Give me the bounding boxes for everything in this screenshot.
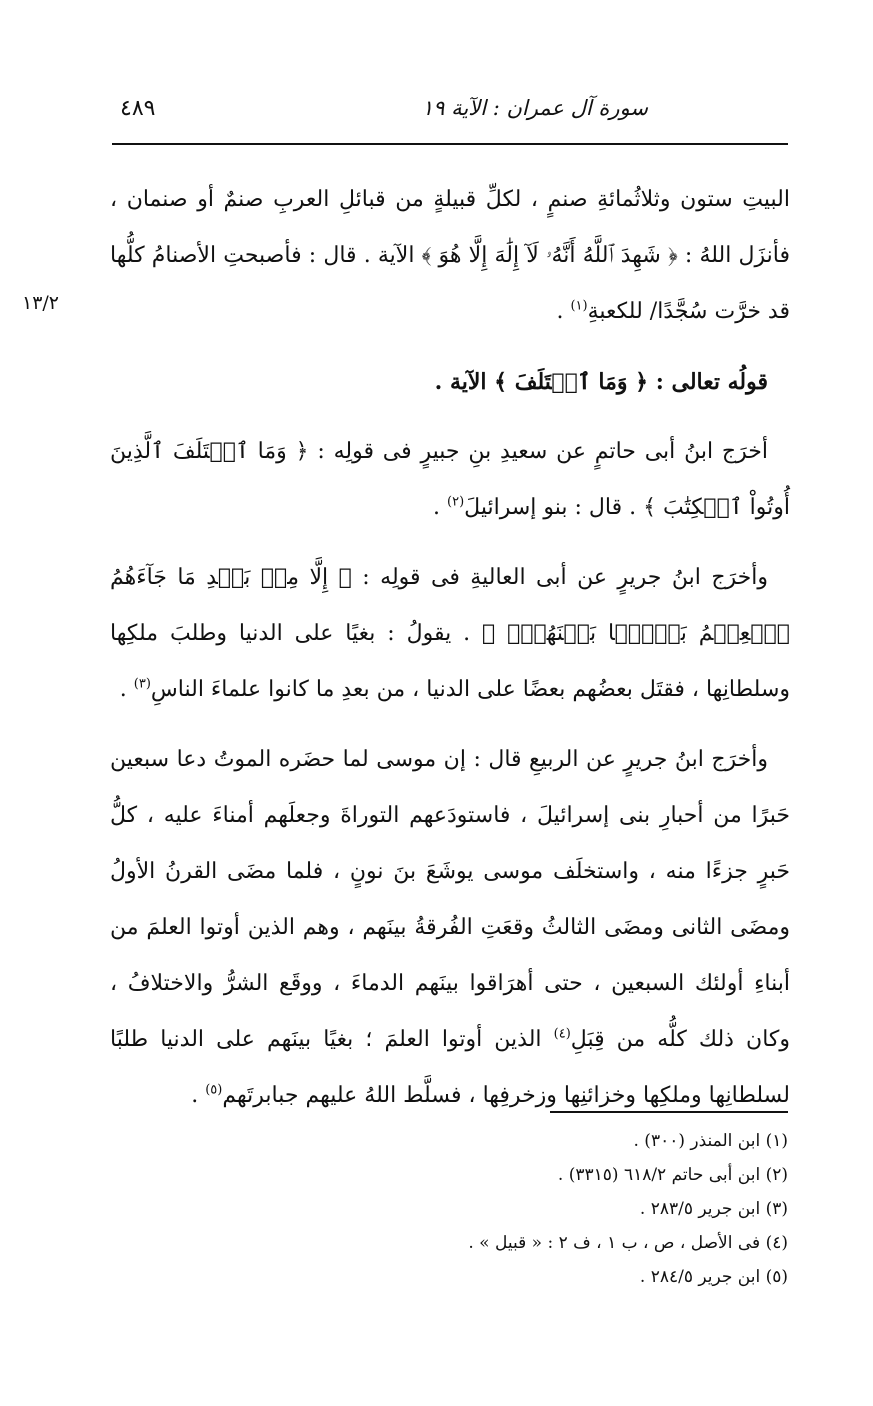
footnote-ref-4: (٤) (553, 1026, 571, 1042)
footnotes (300, 1124, 788, 1294)
footnote-5: (٥) ابن جرير ٢٨٤/٥ . (639, 1267, 788, 1287)
header-rule (112, 143, 788, 145)
footnote-ref-3: (٣) (133, 676, 151, 692)
main-text (110, 172, 790, 1124)
margin-reference: ١٣/٢ (22, 292, 60, 314)
section-heading: قولُه تعالى : ﴿ وَمَا ٱخۡتَلَفَ ﴾ الآية . (434, 369, 768, 395)
paragraph-2: أخرَج ابنُ أبى حاتمٍ عن سعيدِ بنِ جبيرٍ فى قولِه : ﴿ وَمَا ٱخۡتَلَفَ ٱلَّذِينَ أُوتُواْ ٱلۡكِتَٰبَ ﴾ . قال : بنو إسرائيلَ$^{(٢)}$ . (110, 439, 790, 520)
running-header (112, 92, 788, 132)
footnote-1: (١) ابن المنذر (٣٠٠) . (633, 1131, 788, 1151)
paragraph-3: وأخرَج ابنُ جريرٍ عن أبى العاليةِ فى قولِه : ﴿ إِلَّا مِنۢ بَعۡدِ مَا جَآءَهُمُ ٱلۡعِلۡمُ بَغۡيَۢا بَيۡنَهُمۡۗ ﴾ . يقولُ : بغيًا على الدنيا وطلبَ ملكِها وسلطانِها ، فقتَل بعضُهم بعضًا على الدنيا ، من بعدِ ما كانوا علماءَ الناسِ$^{(٣)}$ . (110, 565, 790, 702)
footnote-ref-1: (١) (570, 298, 588, 314)
paragraph-1: البيتِ ستون وثلاثُمائةِ صنمٍ ، لكلِّ قبيلةٍ من قبائلِ العربِ صنمٌ أو صنمان ، فأنزَل اللهُ : ﴿ شَهِدَ ٱللَّهُ أَنَّهُۥ لَآ إِلَٰهَ إِلَّا هُوَ ﴾ الآية . قال : فأصبحتِ الأصنامُ كلُّها قد خرَّت سُجَّدًا/ للكعبةِ$^{(١)}$ . (110, 187, 790, 324)
paragraph-4: وأخرَج ابنُ جريرٍ عن الربيعِ قال : إن موسى لما حضَره الموتُ دعا سبعين حَبرًا من أحبارِ بنى إسرائيلَ ، فاستودَعهم التوراةَ وجعلَهم أمناءَ عليه ، كلُّ حَبرٍ جزءًا منه ، واستخلَف موسى يوشَعَ بنَ نونٍ ، فلما مضَى القرنُ الأولُ ومضَى الثانى ومضَى الثالثُ وقعَتِ الفُرقةُ بينَهم ، وهم الذين أوتوا العلمَ من أبناءِ أولئك السبعين ، حتى أهرَاقوا بينَهم الدماءَ ، ووقَع الشرُّ والاختلافُ ، وكان ذلك كلُّه من قِبَلِ$^{(٤)}$ الذين أوتوا العلمَ ؛ بغيًا بينَهم على الدنيا طلبًا لسلطانِها وملكِها وخزائنِها وزخرفِها ، فسلَّط اللهُ عليهم جبابرتَهم$^{(٥)}$ . (110, 747, 791, 1108)
footnote-ref-5: (٥) (205, 1082, 223, 1098)
page-number: ٤٨٩ (120, 96, 156, 121)
footnote-3: (٣) ابن جرير ٢٨٣/٥ . (639, 1199, 788, 1219)
surah-title: سورة آل عمران : الآية ١٩ (421, 96, 648, 120)
footnote-2: (٢) ابن أبى حاتم ٦١٨/٢ (٣٣١٥) . (557, 1165, 788, 1185)
footnote-4: (٤) فى الأصل ، ص ، ب ١ ، ف ٢ : « قبيل » . (468, 1233, 788, 1253)
footnote-ref-2: (٢) (447, 494, 465, 510)
footnote-rule (550, 1111, 788, 1113)
